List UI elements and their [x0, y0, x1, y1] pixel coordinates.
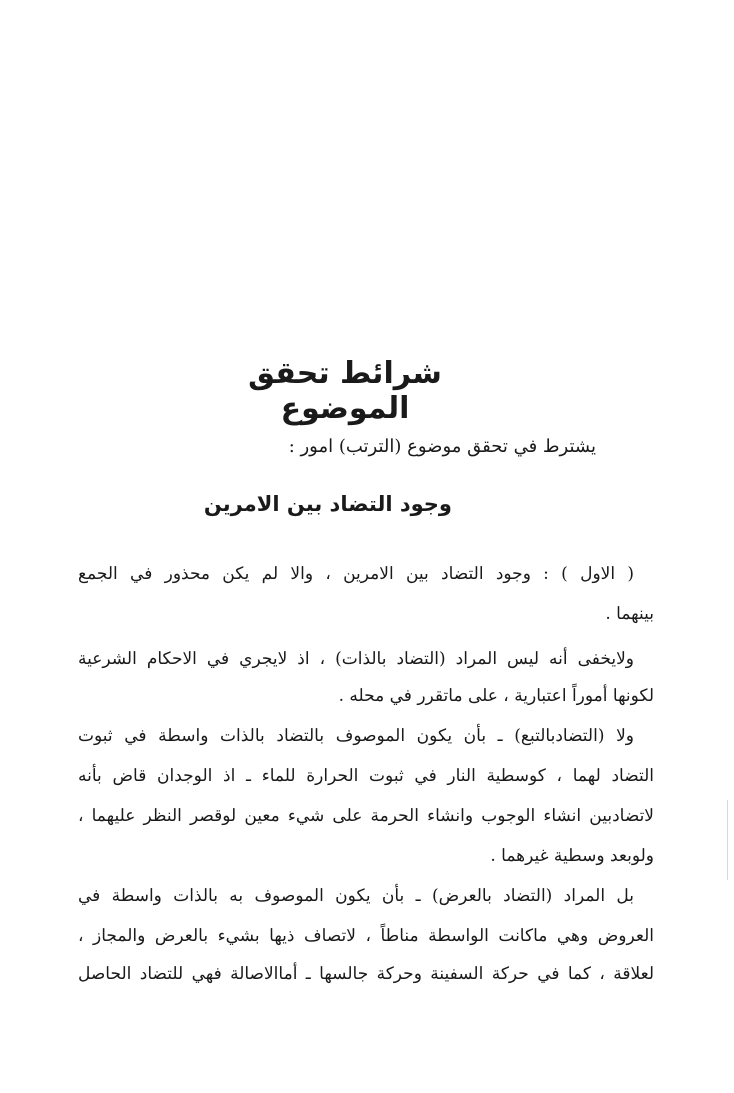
body-line-5: ولا (التضادبالتبع) ـ بأن يكون الموصوف بالتضاد بالذات واسطة في ثبوت	[78, 726, 634, 746]
body-line-9: بل المراد (التضاد بالعرض) ـ بأن يكون الموصوف به بالذات واسطة في	[78, 886, 634, 906]
body-line-6: التضاد لهما ، كوسطية النار في ثبوت الحرارة للماء ـ اذ الوجدان قاض بأنه	[78, 766, 655, 786]
body-line-10: العروض وهي ماكانت الواسطة مناطاً ، لاتصاف ذيها بشيء بالعرض والمجاز ،	[78, 926, 654, 946]
section-heading: وجود التضاد بين الامرين	[203, 492, 452, 516]
body-line-7: لاتضادبين انشاء الوجوب وانشاء الحرمة على شيء معين لوقصر النظر عليهما ،	[78, 806, 654, 826]
chapter-title: شرائط تحقق الموضوع	[248, 356, 442, 426]
body-line-1: ( الاول ) : وجود التضاد بين الامرين ، والا لم يكن محذور في الجمع	[78, 564, 634, 584]
body-line-11: لعلاقة ، كما في حركة السفينة وحركة جالسها ـ أماالاصالة فهي للتضاد الحاصل	[78, 964, 654, 984]
body-line-8: ولوبعد وسطية غيرهما .	[490, 846, 654, 866]
body-line-3: ولايخفى أنه ليس المراد (التضاد بالذات) ، اذ لايجري في الاحكام الشرعية	[78, 649, 634, 669]
body-line-2: بينهما .	[605, 604, 654, 624]
intro-line: يشترط في تحقق موضوع (الترتب) امور :	[288, 436, 596, 457]
scan-edge-mark	[727, 800, 728, 880]
body-line-4: لكونها أموراً اعتبارية ، على ماتقرر في محله .	[338, 686, 654, 706]
